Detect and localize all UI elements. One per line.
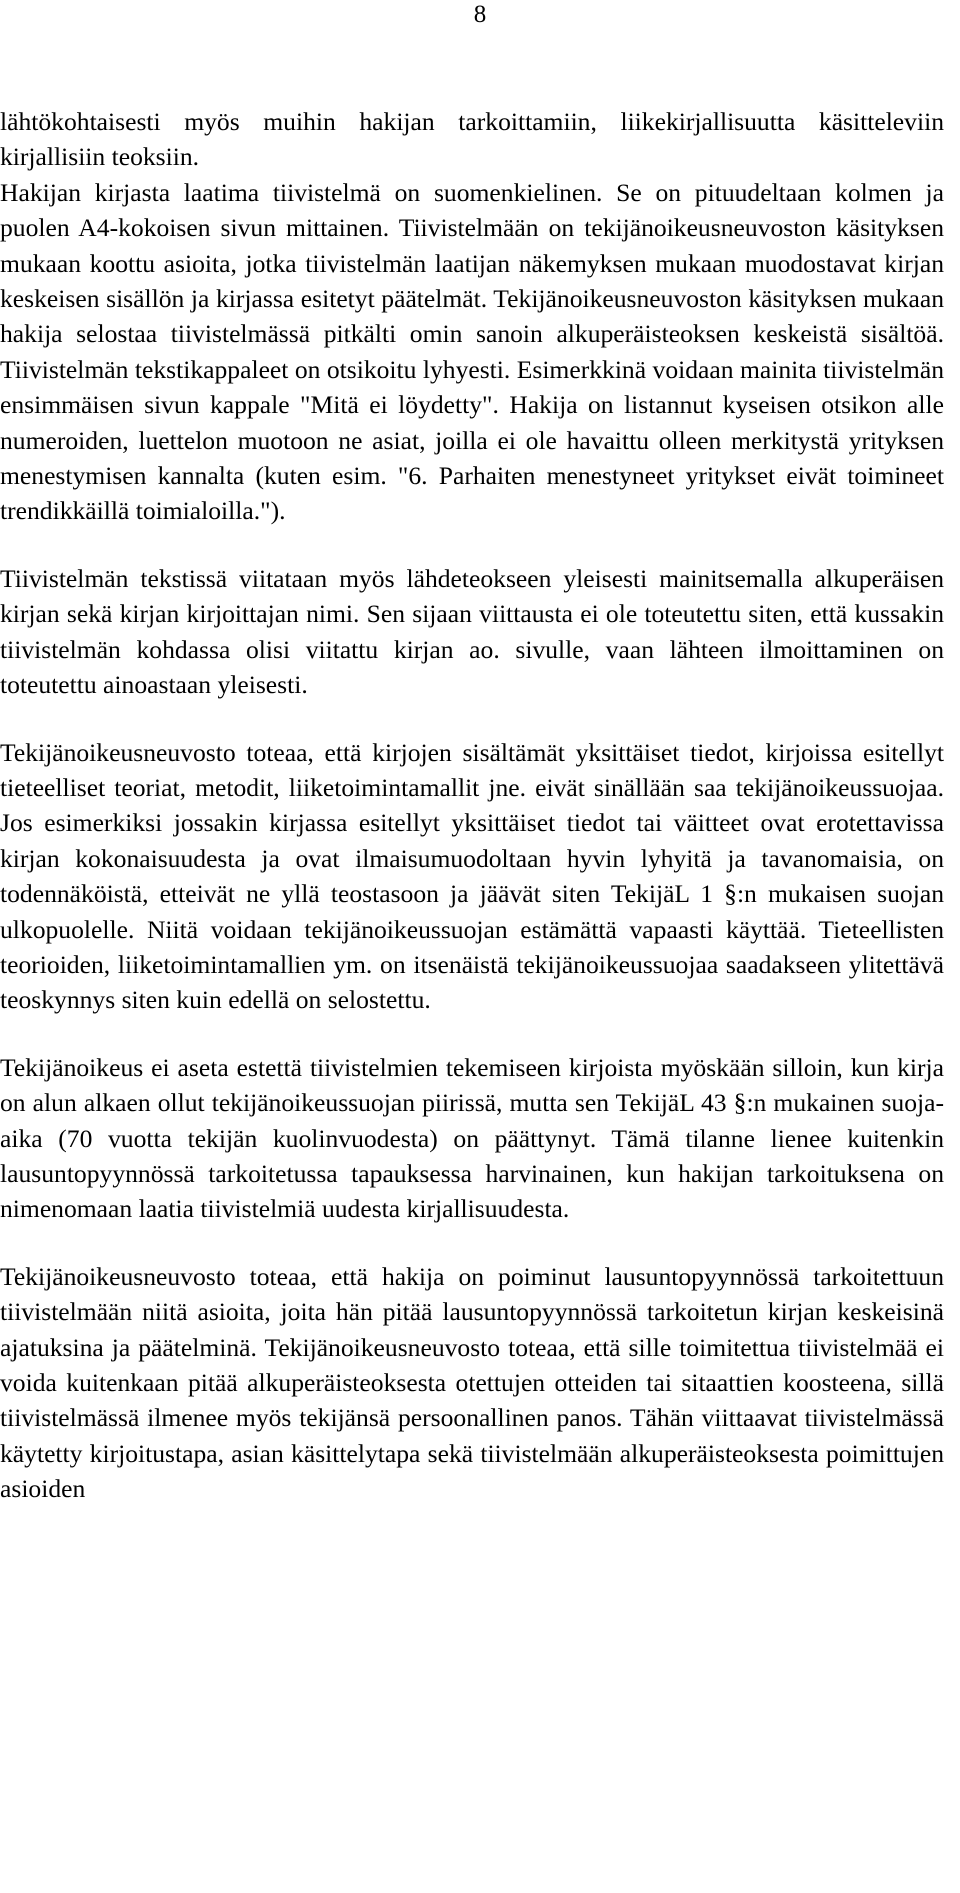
paragraph-source-reference: Tiivistelmän tekstissä viitataan myös lähdeteokseen yleisesti mainitsemalla alkuperäisen kirjan sekä kirjan kirjoittajan nimi. Sen sijaan viittausta ei ole toteutettu siten, että kussakin tiivistelmän kohdassa olisi viitattu kirjan ao. sivulle, vaan lähteen ilmoittaminen on toteutettu ainoastaan yleisesti. (0, 563, 944, 700)
document-body (0, 104, 944, 1539)
paragraph-protection-term: Tekijänoikeus ei aseta estettä tiivistelmien tekemiseen kirjoista myöskään silloin, kun kirja on alun alkaen ollut tekijänoikeussuojan piirissä, mutta sen TekijäL 43 §:n mukainen suoja-aika (70 vuotta tekijän kuolinvuodesta) on päättynyt. Tämä tilanne lienee kuitenkin lausuntopyynnössä tarkoitetussa tapauksessa harvinainen, kun hakijan tarkoituksena on nimenomaan laatia tiivistelmiä uudesta kirjallisuudesta. (0, 1052, 944, 1224)
page-number: 8 (473, 1, 487, 28)
paragraph-continuation: lähtökohtaisesti myös muihin hakijan tarkoittamiin, liikekirjallisuutta käsitteleviin kirjallisiin teoksiin. (0, 107, 944, 172)
paragraph-copyright-scope: Tekijänoikeusneuvosto toteaa, että kirjojen sisältämät yksittäiset tiedot, kirjoissa esitellyt tieteelliset teoriat, metodit, liiketoimintamallit jne. eivät sinällään saa tekijänoikeussuojaa. Jos esimerkiksi jossakin kirjassa esitellyt yksittäiset tiedot tai väitteet ovat erotettavissa kirjan kokonaisuudesta ja ovat ilmaisumuodoltaan hyvin lyhyitä ja tavanomaisia, on todennäköistä, etteivät ne yllä teostasoon ja jäävät siten TekijäL 1 §:n mukaisen suojan ulkopuolelle. Niitä voidaan tekijänoikeussuojan estämättä vapaasti käyttää. Tieteellisten teorioiden, liiketoimintamallien ym. on itsenäistä tekijänoikeussuojaa saadakseen ylitettävä teoskynnys siten kuin edellä on selostettu. (0, 737, 944, 1015)
paragraph-summary-description: Hakijan kirjasta laatima tiivistelmä on suomenkielinen. Se on pituudeltaan kolmen ja puolen A4-kokoisen sivun mittainen. Tiivistelmään on tekijänoikeusneuvoston käsityksen mukaan koottu asioita, jotka tiivistelmän laatijan näkemyksen mukaan muodostavat kirjan keskeisen sisällön ja kirjassa esitetyt päätelmät. Tekijänoikeusneuvoston käsityksen mukaan hakija selostaa tiivistelmässä pitkälti omin sanoin alkuperäisteoksen keskeistä sisältöä. Tiivistelmän tekstikappaleet on otsikoitu lyhyesti. Esimerkkinä voidaan mainita tiivistelmän ensimmäisen sivun kappale "Mitä ei löydetty". Hakija on listannut kyseisen otsikon alle numeroiden, luettelon muotoon ne asiat, joilla ei ole havaittu olleen merkitystä yrityksen menestymisen kannalta (kuten esim. "6. Parhaiten menestyneet yritykset eivät toimineet trendikkäillä toimialoilla."). (0, 177, 944, 526)
paragraph-council-assessment: Tekijänoikeusneuvosto toteaa, että hakija on poiminut lausuntopyynnössä tarkoitettuun tiivistelmään niitä asioita, joita hän pitää lausuntopyynnössä tarkoitetun kirjan keskeisinä ajatuksina ja päätelminä. Tekijänoikeusneuvosto toteaa, että sille toimitettua tiivistelmää ei voida kuitenkaan pitää alkuperäisteoksesta otettujen otteiden tai sitaattien koosteena, sillä tiivistelmässä ilmenee myös tekijänsä persoonallinen panos. Tähän viittaavat tiivistelmässä käytetty kirjoitustapa, asian käsittelytapa sekä tiivistelmään alkuperäisteoksesta poimittujen asioiden (0, 1261, 944, 1504)
